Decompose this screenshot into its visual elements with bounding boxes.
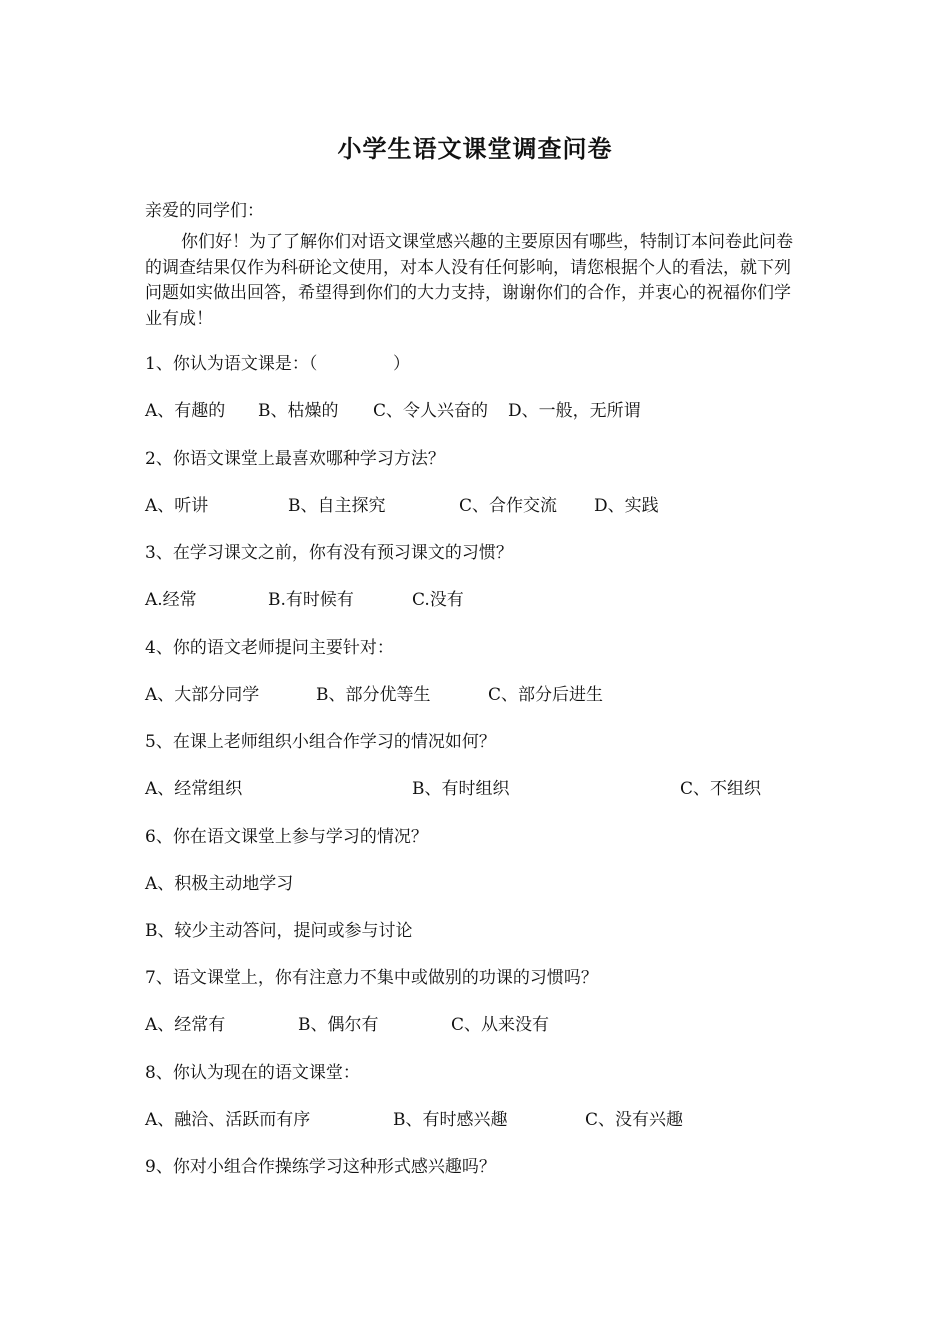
intro-paragraph: 你们好！为了了解你们对语文课堂感兴趣的主要原因有哪些，特制订本问卷此问卷的调查结果仅作为科研论文使用，对本人没有任何影响，请您根据个人的看法，就下列问题如实做出回答，希望得到你们的大力支持，谢谢你们的合作，并衷心的祝福你们学业有成！ [145, 232, 793, 329]
q7-option-a: A、经常有 [145, 1015, 226, 1035]
question-4: 4、你的语文老师提问主要针对： [145, 638, 394, 658]
q8-option-c: C、没有兴趣 [585, 1110, 684, 1130]
q4-option-b: B、部分优等生 [316, 685, 431, 705]
q5-option-b: B、有时组织 [412, 779, 510, 799]
q2-option-d: D、实践 [594, 496, 659, 516]
question-9: 9、你对小组合作操练学习这种形式感兴趣吗？ [145, 1157, 496, 1177]
q8-option-a: A、融洽、活跃而有序 [145, 1110, 311, 1130]
q7-option-b: B、偶尔有 [298, 1015, 379, 1035]
page-title: 小学生语文课堂调查问卷 [337, 134, 613, 163]
q4-option-c: C、部分后进生 [488, 685, 604, 705]
q2-option-b: B、自主探究 [288, 496, 386, 516]
question-2: 2、你语文课堂上最喜欢哪种学习方法？ [145, 449, 445, 469]
question-3: 3、在学习课文之前，你有没有预习课文的习惯？ [145, 543, 513, 563]
greeting: 亲爱的同学们： [145, 201, 264, 221]
q1-option-c: C、令人兴奋的 [373, 401, 489, 421]
q1-option-a: A、有趣的 [145, 401, 226, 421]
q6-option-a: A、积极主动地学习 [145, 874, 294, 894]
q3-option-b: B.有时候有 [268, 590, 354, 610]
q1-option-d: D、一般，无所谓 [508, 401, 641, 421]
question-8: 8、你认为现在的语文课堂： [145, 1063, 360, 1083]
q1-option-b: B、枯燥的 [258, 401, 339, 421]
q7-option-c: C、从来没有 [451, 1015, 550, 1035]
q8-option-b: B、有时感兴趣 [393, 1110, 508, 1130]
q4-option-a: A、大部分同学 [145, 685, 260, 705]
question-7: 7、语文课堂上，你有注意力不集中或做别的功课的习惯吗？ [145, 968, 598, 988]
q6-option-b: B、较少主动答问，提问或参与讨论 [145, 921, 413, 941]
question-6: 6、你在语文课堂上参与学习的情况？ [145, 827, 428, 847]
q5-option-a: A、经常组织 [145, 779, 243, 799]
q5-option-c: C、不组织 [680, 779, 762, 799]
q2-option-a: A、听讲 [145, 496, 209, 516]
question-1: 1、你认为语文课是：（ ） [145, 354, 410, 374]
q2-option-c: C、合作交流 [459, 496, 558, 516]
question-5: 5、在课上老师组织小组合作学习的情况如何？ [145, 732, 496, 752]
q3-option-c: C.没有 [412, 590, 464, 610]
q3-option-a: A.经常 [145, 590, 197, 610]
